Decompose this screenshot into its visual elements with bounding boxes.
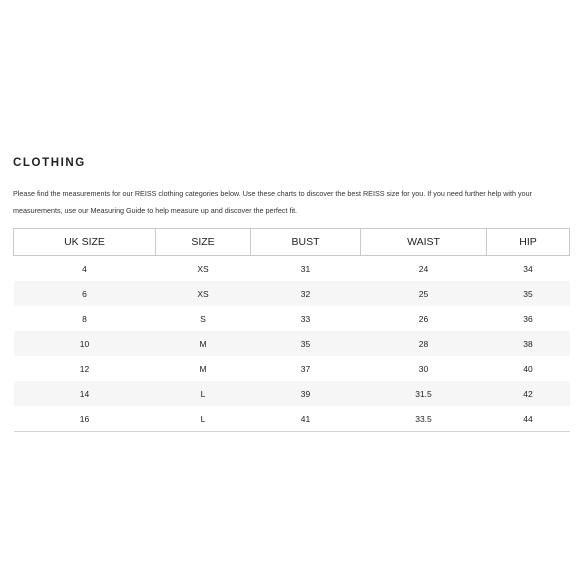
- cell-bust: 35: [251, 331, 361, 356]
- cell-size: XS: [156, 256, 251, 282]
- table-row: [14, 381, 570, 406]
- cell-uk-size: 16: [14, 406, 156, 432]
- intro-line-1: Please find the measurements for our REISS clothing categories below. Use these charts to discover the best REISS size for you. If you need further help with your: [13, 189, 532, 198]
- cell-waist: 24: [361, 256, 487, 282]
- cell-hip: 38: [487, 331, 570, 356]
- cell-uk-size: 6: [14, 281, 156, 306]
- cell-hip: 44: [487, 406, 570, 432]
- cell-waist: 26: [361, 306, 487, 331]
- cell-size: XS: [156, 281, 251, 306]
- intro-line-2: measurements, use our Measuring Guide to help measure up and discover the perfect fit.: [13, 205, 298, 215]
- table-row: [14, 356, 570, 381]
- table-row: [14, 256, 570, 282]
- cell-waist: 33.5: [361, 406, 487, 432]
- cell-bust: 37: [251, 356, 361, 381]
- cell-waist: 31.5: [361, 381, 487, 406]
- cell-uk-size: 10: [14, 331, 156, 356]
- table-header-row: [14, 229, 570, 256]
- cell-hip: 40: [487, 356, 570, 381]
- cell-waist: 25: [361, 281, 487, 306]
- cell-waist: 30: [361, 356, 487, 381]
- size-chart-table: [13, 228, 570, 432]
- cell-hip: 36: [487, 306, 570, 331]
- section-title: CLOTHING: [13, 157, 86, 169]
- cell-size: M: [156, 331, 251, 356]
- header-size: SIZE: [156, 229, 251, 256]
- cell-size: L: [156, 406, 251, 432]
- cell-uk-size: 8: [14, 306, 156, 331]
- intro-text: [13, 186, 563, 219]
- cell-bust: 31: [251, 256, 361, 282]
- cell-size: S: [156, 306, 251, 331]
- cell-hip: 34: [487, 256, 570, 282]
- cell-hip: 42: [487, 381, 570, 406]
- cell-bust: 33: [251, 306, 361, 331]
- cell-bust: 41: [251, 406, 361, 432]
- cell-bust: 32: [251, 281, 361, 306]
- table-row: [14, 306, 570, 331]
- cell-waist: 28: [361, 331, 487, 356]
- cell-bust: 39: [251, 381, 361, 406]
- cell-size: L: [156, 381, 251, 406]
- table-row: [14, 331, 570, 356]
- header-bust: BUST: [251, 229, 361, 256]
- cell-uk-size: 14: [14, 381, 156, 406]
- cell-size: M: [156, 356, 251, 381]
- cell-uk-size: 4: [14, 256, 156, 282]
- header-hip: HIP: [487, 229, 570, 256]
- table-row: [14, 406, 570, 432]
- cell-hip: 35: [487, 281, 570, 306]
- cell-uk-size: 12: [14, 356, 156, 381]
- clothing-size-guide: [13, 156, 569, 432]
- table-row: [14, 281, 570, 306]
- header-waist: WAIST: [361, 229, 487, 256]
- header-uk-size: UK SIZE: [14, 229, 156, 256]
